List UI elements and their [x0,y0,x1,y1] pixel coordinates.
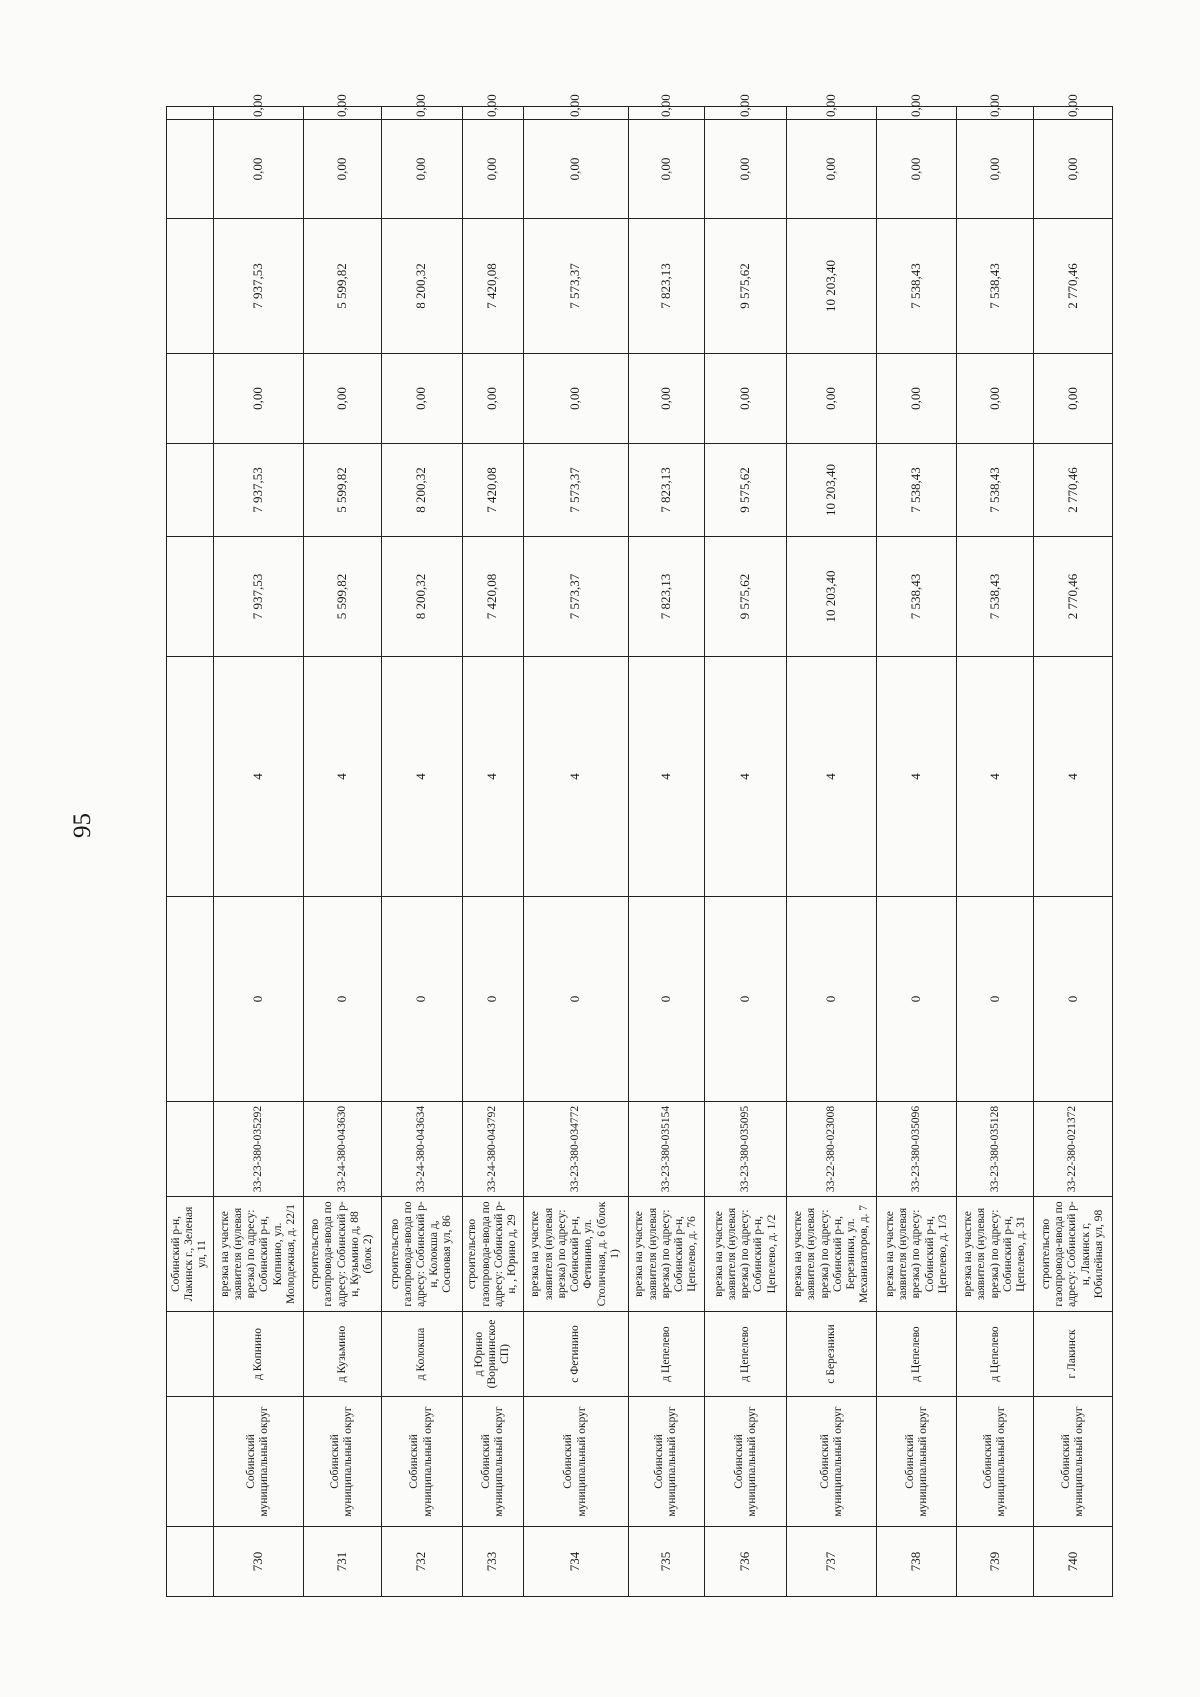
value2-cell: 7 937,53 [213,444,303,537]
row-number: 731 [303,1527,381,1597]
locality-cell: д Цепелево [628,1312,705,1397]
col7-cell: 4 [705,657,787,897]
value3-cell: 0,00 [303,354,381,444]
locality-cell: д Юрино (Ворининское СП) [462,1312,523,1397]
value4-cell: 8 200,32 [381,219,462,354]
value4-cell: 7 573,37 [523,219,628,354]
header-cell-v4 [167,219,214,354]
col6-cell: 0 [787,897,877,1102]
description-cell: врезка на участке заявителя (нулевая врезка) по адресу: Собинский р-н, Цепелево, д. 31 [957,1197,1034,1312]
value3-cell: 0,00 [1034,354,1113,444]
table-row [705,107,787,1597]
header-cell-v2 [167,444,214,537]
value4-cell: 7 538,43 [957,219,1034,354]
code-cell: 33-23-380-035096 [877,1102,957,1197]
value2-cell: 7 823,13 [628,444,705,537]
district-cell: Собинский муниципальный округ [381,1397,462,1527]
locality-cell: д Цепелево [877,1312,957,1397]
value1-cell: 7 538,43 [957,537,1034,657]
row-number: 740 [1034,1527,1113,1597]
header-cell-v3 [167,354,214,444]
col6-cell: 0 [462,897,523,1102]
value2-cell: 7 538,43 [957,444,1034,537]
district-cell: Собинский муниципальный округ [957,1397,1034,1527]
value2-cell: 7 420,08 [462,444,523,537]
table-row [213,107,303,1597]
col6-cell: 0 [957,897,1034,1102]
value5-cell: 0,00 [1034,120,1113,219]
value5-cell: 0,00 [787,120,877,219]
table-row [877,107,957,1597]
value1-cell: 7 538,43 [877,537,957,657]
col7-cell: 4 [877,657,957,897]
page-number: 95 [69,813,96,838]
value1-cell: 10 203,40 [787,537,877,657]
col6-cell: 0 [628,897,705,1102]
row-number: 732 [381,1527,462,1597]
value3-cell: 0,00 [957,354,1034,444]
value5-cell: 0,00 [303,120,381,219]
table-container [166,94,1113,1597]
locality-cell: д Копнино [213,1312,303,1397]
locality-cell: д Колокша [381,1312,462,1397]
value4-cell: 10 203,40 [787,219,877,354]
row-number: 733 [462,1527,523,1597]
row-number: 736 [705,1527,787,1597]
description-cell: врезка на участке заявителя (нулевая врезка) по адресу: Собинский р-н, Березники, ул. Механизаторов, д. 7 [787,1197,877,1312]
code-cell: 33-24-380-043792 [462,1102,523,1197]
header-cell-v5 [167,120,214,219]
value5-cell: 0,00 [381,120,462,219]
table-row [303,107,381,1597]
value3-cell: 0,00 [213,354,303,444]
value3-cell: 0,00 [381,354,462,444]
col7-cell: 4 [1034,657,1113,897]
district-cell: Собинский муниципальный округ [787,1397,877,1527]
value5-cell: 0,00 [705,120,787,219]
value4-cell: 7 823,13 [628,219,705,354]
value2-cell: 2 770,46 [1034,444,1113,537]
district-cell: Собинский муниципальный округ [705,1397,787,1527]
header-cell-v6 [167,107,214,120]
value1-cell: 7 573,37 [523,537,628,657]
value1-cell: 7 823,13 [628,537,705,657]
value3-cell: 0,00 [462,354,523,444]
locality-cell: г Лакинск [1034,1312,1113,1397]
description-cell: строительство газопровода-ввода по адресу: Собинский р-н, , Юрино д, 29 [462,1197,523,1312]
col6-cell: 0 [705,897,787,1102]
header-cell-col7 [167,657,214,897]
value5-cell: 0,00 [628,120,705,219]
description-cell: строительство газопровода-ввода по адресу: Собинский р-н, Колокша д, Сосновая ул, 86 [381,1197,462,1312]
locality-cell: с Березники [787,1312,877,1397]
col6-cell: 0 [303,897,381,1102]
district-cell: Собинский муниципальный округ [628,1397,705,1527]
table-row [523,107,628,1597]
value6-cell: 0,00 [462,107,523,120]
header-cell-district [167,1397,214,1527]
row-number: 738 [877,1527,957,1597]
district-cell: Собинский муниципальный округ [303,1397,381,1527]
code-cell: 33-23-380-035128 [957,1102,1034,1197]
description-cell: врезка на участке заявителя (нулевая врезка) по адресу: Собинский р-н, Цепелево, д. 1/2 [705,1197,787,1312]
district-cell: Собинский муниципальный округ [877,1397,957,1527]
locality-cell: д Кузьмино [303,1312,381,1397]
district-cell: Собинский муниципальный округ [523,1397,628,1527]
value6-cell: 0,00 [303,107,381,120]
col7-cell: 4 [381,657,462,897]
description-cell: врезка на участке заявителя (нулевая врезка) по адресу: Собинский р-н, Цепелево, д. 1/3 [877,1197,957,1312]
table-row [381,107,462,1597]
value5-cell: 0,00 [213,120,303,219]
header-cell-col6 [167,897,214,1102]
value1-cell: 9 575,62 [705,537,787,657]
row-number: 735 [628,1527,705,1597]
value5-cell: 0,00 [877,120,957,219]
code-cell: 33-22-380-023008 [787,1102,877,1197]
col7-cell: 4 [462,657,523,897]
value2-cell: 7 573,37 [523,444,628,537]
code-cell: 33-23-380-035095 [705,1102,787,1197]
description-cell: строительство газопровода-ввода по адресу: Собинский р-н, Лакинск г, Юбилейная ул, 98 [1034,1197,1113,1312]
value3-cell: 0,00 [628,354,705,444]
col7-cell: 4 [787,657,877,897]
value1-cell: 5 599,82 [303,537,381,657]
value3-cell: 0,00 [705,354,787,444]
value5-cell: 0,00 [462,120,523,219]
value3-cell: 0,00 [787,354,877,444]
locality-cell: д Цепелево [705,1312,787,1397]
value5-cell: 0,00 [523,120,628,219]
header-cell-code [167,1102,214,1197]
col6-cell: 0 [213,897,303,1102]
locality-cell: с Фетинино [523,1312,628,1397]
value6-cell: 0,00 [1034,107,1113,120]
col6-cell: 0 [1034,897,1113,1102]
row-number: 730 [213,1527,303,1597]
code-cell: 33-23-380-034772 [523,1102,628,1197]
data-table [166,94,1113,1597]
value2-cell: 5 599,82 [303,444,381,537]
value1-cell: 7 420,08 [462,537,523,657]
value6-cell: 0,00 [213,107,303,120]
table-header-row [167,107,214,1597]
value2-cell: 9 575,62 [705,444,787,537]
header-cell-no [167,1527,214,1597]
code-cell: 33-24-380-043634 [381,1102,462,1197]
value6-cell: 0,00 [628,107,705,120]
locality-cell: д Цепелево [957,1312,1034,1397]
table-row [957,107,1034,1597]
value4-cell: 5 599,82 [303,219,381,354]
description-cell: врезка на участке заявителя (нулевая врезка) по адресу: Собинский р-н, Копнино, ул. Молодежная, д. 22/1 [213,1197,303,1312]
row-number: 737 [787,1527,877,1597]
value4-cell: 7 937,53 [213,219,303,354]
description-cell: строительство газопровода-ввода по адресу: Собинский р-н, Кузьмино д, 88 (блок 2) [303,1197,381,1312]
col7-cell: 4 [957,657,1034,897]
value2-cell: 10 203,40 [787,444,877,537]
value4-cell: 7 538,43 [877,219,957,354]
value1-cell: 8 200,32 [381,537,462,657]
code-cell: 33-22-380-021372 [1034,1102,1113,1197]
code-cell: 33-23-380-035154 [628,1102,705,1197]
header-cell-locality [167,1312,214,1397]
col7-cell: 4 [523,657,628,897]
value1-cell: 2 770,46 [1034,537,1113,657]
row-number: 739 [957,1527,1034,1597]
col7-cell: 4 [303,657,381,897]
header-cell-address: Собинский р-н, Лакинск г., Зеленая ул, 11 [167,1197,214,1312]
value1-cell: 7 937,53 [213,537,303,657]
value3-cell: 0,00 [877,354,957,444]
value4-cell: 7 420,08 [462,219,523,354]
description-cell: врезка на участке заявителя (нулевая врезка) по адресу: Собинский р-н, Цепелево, д. 76 [628,1197,705,1312]
district-cell: Собинский муниципальный округ [1034,1397,1113,1527]
value3-cell: 0,00 [523,354,628,444]
value4-cell: 2 770,46 [1034,219,1113,354]
value2-cell: 7 538,43 [877,444,957,537]
col6-cell: 0 [877,897,957,1102]
value6-cell: 0,00 [381,107,462,120]
code-cell: 33-23-380-035292 [213,1102,303,1197]
value6-cell: 0,00 [787,107,877,120]
col6-cell: 0 [381,897,462,1102]
value2-cell: 8 200,32 [381,444,462,537]
value5-cell: 0,00 [957,120,1034,219]
value6-cell: 0,00 [523,107,628,120]
table-row [787,107,877,1597]
table-row [628,107,705,1597]
value6-cell: 0,00 [957,107,1034,120]
table-row [1034,107,1113,1597]
value6-cell: 0,00 [705,107,787,120]
col6-cell: 0 [523,897,628,1102]
value4-cell: 9 575,62 [705,219,787,354]
district-cell: Собинский муниципальный округ [213,1397,303,1527]
value6-cell: 0,00 [877,107,957,120]
table-row [462,107,523,1597]
code-cell: 33-24-380-043630 [303,1102,381,1197]
description-cell: врезка на участке заявителя (нулевая врезка) по адресу: Собинский р-н, Фетинино, ул. Столичная, д. 6 (блок 1) [523,1197,628,1312]
row-number: 734 [523,1527,628,1597]
col7-cell: 4 [213,657,303,897]
header-cell-v1 [167,537,214,657]
district-cell: Собинский муниципальный округ [462,1397,523,1527]
col7-cell: 4 [628,657,705,897]
